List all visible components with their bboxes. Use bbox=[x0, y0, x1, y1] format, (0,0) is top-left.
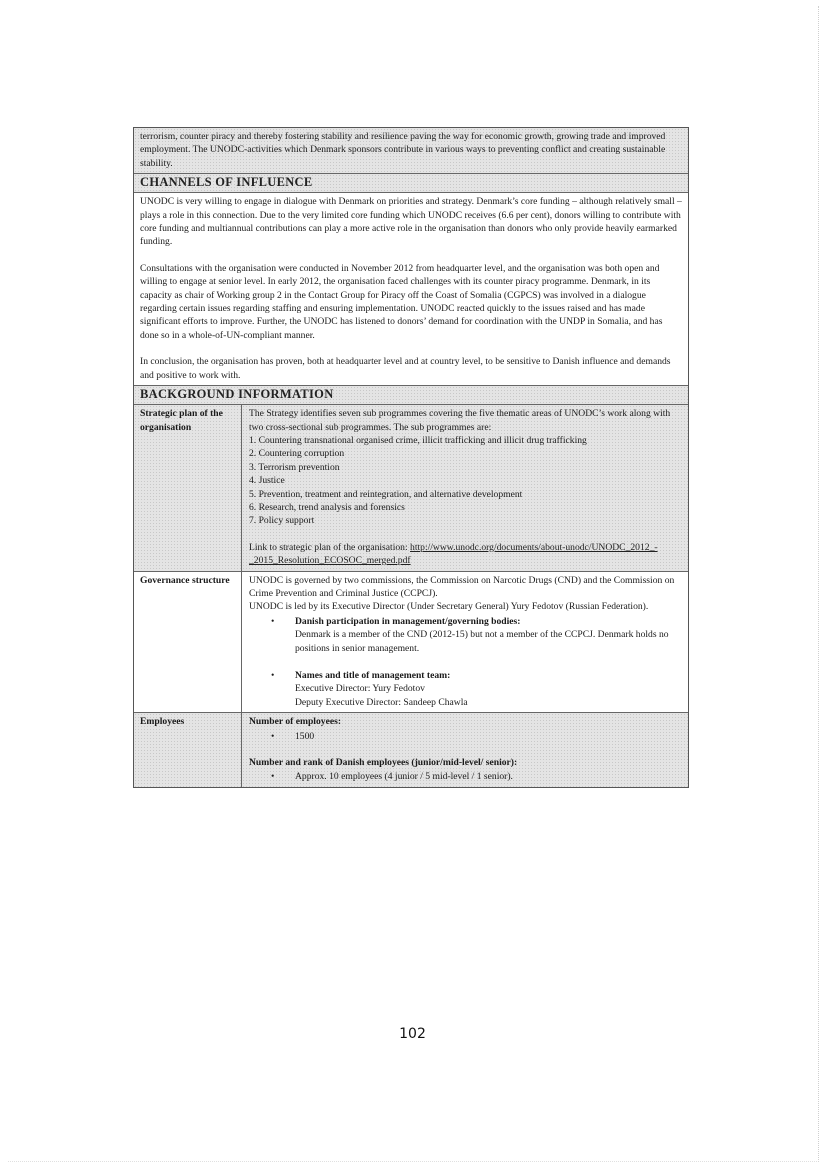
channels-heading-row bbox=[134, 174, 688, 193]
strategic-plan-link[interactable]: http://www.unodc.org/documents/about-unodc/UNODC_2012_-_2015_Resolution_ECOSOC_merged.pdf bbox=[249, 541, 658, 567]
channels-paragraph-1: UNODC is very willing to engage in dialogue with Denmark on priorities and strategy. Denmark’s core funding – although relatively small – plays a role in this connection. Due to the very limited core funding which UNODC receives (6.6 per cent), donors willing to contribute with core funding and multiannual contributions can play a more active role in the organisation than donors who only provide heavily earmarked funding. bbox=[140, 196, 682, 248]
danish-employees-value: Approx. 10 employees (4 junior / 5 mid-level / 1 senior). bbox=[295, 771, 513, 783]
executive-director: Executive Director: Yury Fedotov bbox=[295, 683, 425, 695]
sub-programme-item: 6. Research, trend analysis and forensics bbox=[249, 501, 405, 513]
bullet-icon: • bbox=[271, 730, 275, 742]
document-table bbox=[133, 127, 689, 788]
governance-label: Governance structure bbox=[134, 572, 242, 713]
danish-participation-title: Danish participation in management/governing bodies: bbox=[295, 615, 521, 627]
bullet-icon: • bbox=[271, 771, 275, 783]
danish-employees-bullet bbox=[249, 770, 682, 783]
strategic-plan-content bbox=[242, 405, 688, 570]
governance-paragraph-2: UNODC is led by its Executive Director (Under Secretary General) Yury Fedotov (Russian Federation). bbox=[249, 601, 649, 613]
sub-programme-item: 7. Policy support bbox=[249, 515, 315, 527]
strategic-plan-row bbox=[134, 405, 688, 571]
governance-content bbox=[242, 572, 688, 713]
strategic-plan-link-line bbox=[249, 541, 682, 568]
channels-body bbox=[134, 193, 688, 385]
employee-count-bullet bbox=[249, 730, 682, 743]
governance-paragraph-1: UNODC is governed by two commissions, the Commission on Narcotic Drugs (CND) and the Commission on Crime Prevention and Criminal Justice (CCPCJ). bbox=[249, 574, 675, 599]
sub-programme-item: 5. Prevention, treatment and reintegration, and alternative development bbox=[249, 488, 523, 500]
channels-heading: CHANNELS OF INFLUENCE bbox=[140, 175, 313, 190]
deputy-executive-director: Deputy Executive Director: Sandeep Chawla bbox=[295, 696, 468, 708]
employee-count-value: 1500 bbox=[295, 730, 315, 742]
governance-row bbox=[134, 572, 688, 714]
page-number: 102 bbox=[399, 1026, 426, 1042]
bullet-icon: • bbox=[271, 615, 275, 627]
sub-programme-list bbox=[249, 434, 682, 528]
channels-body-row bbox=[134, 193, 688, 386]
sub-programme-item: 2. Countering corruption bbox=[249, 448, 345, 460]
channels-paragraph-3: In conclusion, the organisation has proven, both at headquarter level and at country level, to be sensitive to Danish influence and demands and positive to work with. bbox=[140, 356, 671, 381]
sub-programme-item: 1. Countering transnational organised crime, illicit trafficking and illicit drug trafficking bbox=[249, 434, 587, 446]
employees-label: Employees bbox=[134, 713, 242, 787]
danish-participation-text: Denmark is a member of the CND (2012-15) but not a member of the CCPCJ. Denmark holds no positions in senior management. bbox=[295, 629, 669, 654]
employee-count-title: Number of employees: bbox=[249, 716, 342, 728]
sub-programme-item: 4. Justice bbox=[249, 475, 285, 487]
danish-employees-title: Number and rank of Danish employees (junior/mid-level/ senior): bbox=[249, 757, 518, 769]
employees-content bbox=[242, 713, 688, 787]
governance-bullet-1 bbox=[249, 615, 682, 655]
strategic-plan-intro: The Strategy identifies seven sub programmes covering the five thematic areas of UNODC’s work along with two cross-sectional sub programmes. The sub programmes are: bbox=[249, 408, 671, 433]
employees-row bbox=[134, 713, 688, 787]
channels-paragraph-2: Consultations with the organisation were conducted in November 2012 from headquarter level, and the organisation was both open and willing to engage at senior level. In early 2012, the organisation faced challenges with its counter piracy programme. Denmark, in its capacity as chair of Working group 2 in the Contact Group for Piracy off the Coast of Somalia (CGPCS) was involved in a dialogue regarding certain issues regarding staffing and ensuring implementation. UNODC reacted quickly to the issues raised and has made significant efforts to improve. Further, the UNODC has listened to donors’ demand for coordination with the UNDP in Somalia, and has done so in a whole-of-UN-compliant manner. bbox=[140, 262, 663, 341]
intro-row bbox=[134, 128, 688, 174]
sub-programme-item: 3. Terrorism prevention bbox=[249, 461, 340, 473]
strategic-plan-label: Strategic plan of the organisation bbox=[134, 405, 242, 570]
management-team-title: Names and title of management team: bbox=[295, 670, 451, 681]
background-heading: BACKGROUND INFORMATION bbox=[140, 387, 334, 402]
intro-text: terrorism, counter piracy and thereby fostering stability and resilience paving the way for economic growth, growing trade and improved employment. The UNODC-activities which Denmark sponsors contribute in various ways to preventing conflict and creating sustainable stability. bbox=[140, 131, 666, 169]
governance-bullet-2 bbox=[249, 669, 682, 709]
strategic-plan-link-prefix: Link to strategic plan of the organisation: bbox=[249, 541, 411, 553]
bullet-icon: • bbox=[271, 670, 275, 681]
background-heading-row bbox=[134, 386, 688, 405]
